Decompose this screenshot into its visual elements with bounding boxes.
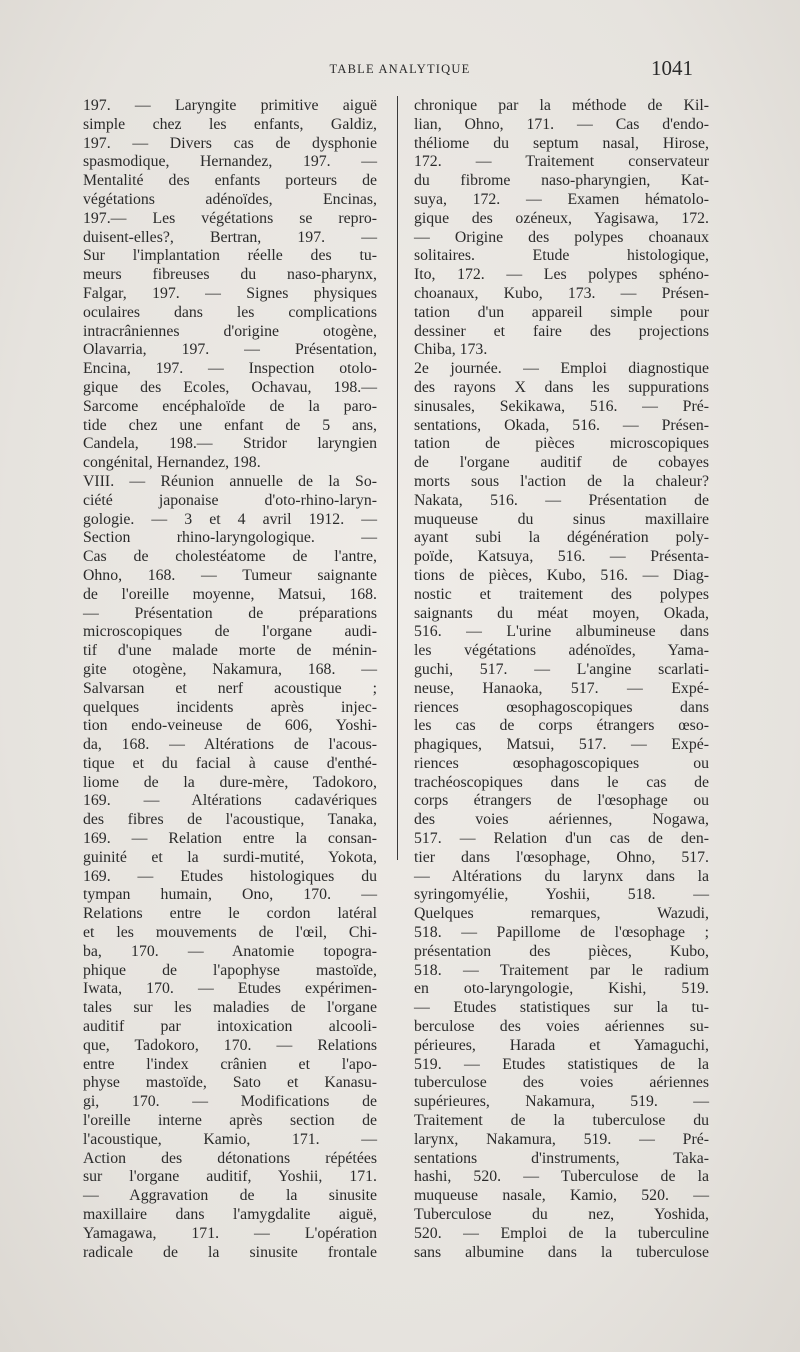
text-line: neuse, Hanaoka, 517. — Expé- (414, 679, 709, 697)
text-line: — Aggravation de la sinusite (83, 1187, 377, 1205)
text-line: du fibrome naso-pharyngien, Kat- (414, 172, 709, 190)
text-line: en oto-laryngologie, Kishi, 519. (414, 980, 709, 998)
text-line: sentations, Okada, 516. — Présen- (414, 416, 709, 434)
text-line: 516. — L'urine albumineuse dans (414, 623, 709, 641)
text-line: Cas de cholestéatome de l'antre, (83, 548, 377, 566)
text-line: nostic et traitement des polypes (414, 585, 709, 603)
text-line: présentation des pièces, Kubo, (414, 942, 709, 960)
text-line: hashi, 520. — Tuberculose de la (414, 1168, 709, 1186)
text-line: maxillaire dans l'amygdalite aiguë, (83, 1206, 377, 1224)
text-line: dessiner et faire des projections (414, 322, 709, 340)
text-line: 519. — Etudes statistiques de la (414, 1055, 709, 1073)
text-line: phagiques, Matsui, 517. — Expé- (414, 736, 709, 754)
text-line: 197. — Laryngite primitive aiguë (83, 97, 377, 114)
text-line: l'acoustique, Kamio, 171. — (83, 1130, 377, 1148)
text-line: 197.— Les végétations se repro- (83, 209, 377, 227)
text-line: muqueuse nasale, Kamio, 520. — (414, 1187, 709, 1205)
text-line: sentations d'instruments, Taka- (414, 1149, 709, 1167)
text-line: de l'organe auditif de cobayes (414, 454, 709, 472)
text-line: guinité et la surdi-mutité, Yokota, (83, 848, 377, 866)
text-line: Iwata, 170. — Etudes expérimen- (83, 980, 377, 998)
text-line: Encina, 197. — Inspection otolo- (83, 360, 377, 378)
text-line: que, Tadokoro, 170. — Relations (83, 1036, 377, 1054)
text-line: périeures, Harada et Yamaguchi, (414, 1036, 709, 1054)
text-line: entre l'index crânien et l'apo- (83, 1055, 377, 1073)
text-line: 169. — Etudes histologiques du (83, 867, 377, 885)
text-line: 520. — Emploi de la tuberculine (414, 1224, 709, 1242)
text-line: sinusales, Sekikawa, 516. — Pré- (414, 397, 709, 415)
text-line: tier dans l'œsophage, Ohno, 517. (414, 848, 709, 866)
text-line: 197. — Divers cas de dysphonie (83, 134, 377, 152)
text-line: suya, 172. — Examen hématolo- (414, 190, 709, 208)
text-line: 169. — Altérations cadavériques (83, 792, 377, 810)
text-line: l'oreille interne après section de (83, 1112, 377, 1130)
text-line: Nakata, 516. — Présentation de (414, 491, 709, 509)
text-line: poïde, Katsuya, 516. — Présenta- (414, 548, 709, 566)
text-line: duisent-elles?, Bertran, 197. — (83, 228, 377, 246)
text-line: les végétations adénoïdes, Yama- (414, 642, 709, 660)
text-line: microscopiques de l'organe audi- (83, 623, 377, 641)
text-line: choanaux, Kubo, 173. — Présen- (414, 284, 709, 302)
text-line: Yamagawa, 171. — L'opération (83, 1224, 377, 1242)
text-line: tions de pièces, Kubo, 516. — Diag- (414, 566, 709, 584)
text-line: Relations entre le cordon latéral (83, 905, 377, 923)
text-line: des rayons X dans les suppurations (414, 378, 709, 396)
text-line: tique et du facial à cause d'enthé- (83, 754, 377, 772)
text-line: Falgar, 197. — Signes physiques (83, 284, 377, 302)
text-line: gi, 170. — Modifications de (83, 1093, 377, 1111)
text-line: liome de la dure-mère, Tadokoro, (83, 773, 377, 791)
text-line: solitaires. Etude histologique, (414, 247, 709, 265)
text-line: congénital, Hernandez, 198. (83, 454, 261, 472)
text-line: Action des détonations répétées (83, 1149, 377, 1167)
text-line: Section rhino-laryngologique. — (83, 529, 377, 547)
text-line: Olavarria, 197. — Présentation, (83, 341, 377, 359)
text-line: intracrâniennes d'origine otogène, (83, 322, 377, 340)
text-line: Chiba, 173. (414, 341, 488, 359)
column-divider (397, 96, 398, 860)
text-line: quelques incidents après injec- (83, 698, 377, 716)
text-line: berculose des voies aériennes su- (414, 1018, 709, 1036)
text-line: morts sous l'action de la chaleur? (414, 472, 709, 490)
text-line: auditif par intoxication alcooli- (83, 1018, 377, 1036)
text-line: des fibres de l'acoustique, Tanaka, (83, 811, 377, 829)
text-line: gique des ozéneux, Yagisawa, 172. (414, 209, 709, 227)
text-line: tation d'un appareil simple pour (414, 303, 709, 321)
text-line: Tuberculose du nez, Yoshida, (414, 1206, 709, 1224)
text-line: et les mouvements de l'œil, Chi- (83, 924, 377, 942)
text-line: sans albumine dans la tuberculose (414, 1243, 709, 1261)
text-line: ciété japonaise d'oto-rhino-laryn- (83, 491, 377, 509)
text-line: lian, Ohno, 171. — Cas d'endo- (414, 115, 709, 133)
text-line: Sur l'implantation réelle des tu- (83, 247, 377, 265)
text-line: tympan humain, Ono, 170. — (83, 886, 377, 904)
text-line: tation de pièces microscopiques (414, 435, 709, 453)
text-line: les cas de corps étrangers œso- (414, 717, 709, 735)
running-header (0, 56, 800, 90)
text-line: simple chez les enfants, Galdiz, (83, 115, 377, 133)
text-line: ba, 170. — Anatomie topogra- (83, 942, 377, 960)
text-line: oculaires dans les complications (83, 303, 377, 321)
text-line: larynx, Nakamura, 519. — Pré- (414, 1130, 709, 1148)
text-line: de l'oreille moyenne, Matsui, 168. (83, 585, 377, 603)
text-line: chronique par la méthode de Kil- (414, 97, 709, 114)
text-line: Traitement de la tuberculose du (414, 1112, 709, 1130)
left-text-column (83, 97, 377, 1262)
text-line: gite otogène, Nakamura, 168. — (83, 660, 377, 678)
page-number: 1041 (651, 56, 693, 80)
text-line: — Origine des polypes choanaux (414, 228, 709, 246)
text-line: tion endo-veineuse de 606, Yoshi- (83, 717, 377, 735)
text-line: muqueuse du sinus maxillaire (414, 510, 709, 528)
text-line: sur l'organe auditif, Yoshii, 171. (83, 1168, 377, 1186)
text-line: Quelques remarques, Wazudi, (414, 905, 709, 923)
text-line: guchi, 517. — L'angine scarlati- (414, 660, 709, 678)
text-line: Candela, 198.— Stridor laryngien (83, 435, 377, 453)
text-line: spasmodique, Hernandez, 197. — (83, 153, 377, 171)
text-line: Sarcome encéphaloïde de la paro- (83, 397, 377, 415)
text-line: Ohno, 168. — Tumeur saignante (83, 566, 377, 584)
text-line: 518. — Papillome de l'œsophage ; (414, 924, 709, 942)
text-line: théliome du septum nasal, Hirose, (414, 134, 709, 152)
text-line: syringomyélie, Yoshii, 518. — (414, 886, 709, 904)
text-line: 518. — Traitement par le radium (414, 961, 709, 979)
text-line: da, 168. — Altérations de l'acous- (83, 736, 377, 754)
text-line: riences œsophagoscopiques ou (414, 754, 709, 772)
right-text-column (414, 97, 709, 1262)
text-line: — Présentation de préparations (83, 604, 377, 622)
text-line: Mentalité des enfants porteurs de (83, 172, 377, 190)
text-line: gique des Ecoles, Ochavau, 198.— (83, 378, 377, 396)
text-line: radicale de la sinusite frontale (83, 1243, 377, 1261)
text-line: 517. — Relation d'un cas de den- (414, 830, 709, 848)
text-line: corps étrangers de l'œsophage ou (414, 792, 709, 810)
text-line: 169. — Relation entre la consan- (83, 830, 377, 848)
text-line: — Altérations du larynx dans la (414, 867, 709, 885)
text-line: végétations adénoïdes, Encinas, (83, 190, 377, 208)
text-line: tide chez une enfant de 5 ans, (83, 416, 377, 434)
text-line: trachéoscopiques dans le cas de (414, 773, 709, 791)
text-line: meurs fibreuses du naso-pharynx, (83, 266, 377, 284)
text-line: supérieures, Nakamura, 519. — (414, 1093, 709, 1111)
text-line: des voies aériennes, Nogawa, (414, 811, 709, 829)
text-line: tales sur les maladies de l'organe (83, 999, 377, 1017)
text-line: VIII. — Réunion annuelle de la So- (83, 472, 377, 490)
text-line: tuberculose des voies aériennes (414, 1074, 709, 1092)
text-line: physe mastoïde, Sato et Kanasu- (83, 1074, 377, 1092)
running-title: TABLE ANALYTIQUE (329, 62, 471, 76)
text-line: ayant subi la dégénération poly- (414, 529, 709, 547)
text-line: Ito, 172. — Les polypes sphéno- (414, 266, 709, 284)
text-line: — Etudes statistiques sur la tu- (414, 999, 709, 1017)
text-line: gologie. — 3 et 4 avril 1912. — (83, 510, 377, 528)
text-line: phique de l'apophyse mastoïde, (83, 961, 377, 979)
text-line: tif d'une malade morte de ménin- (83, 642, 377, 660)
text-line: 172. — Traitement conservateur (414, 153, 709, 171)
text-line: Salvarsan et nerf acoustique ; (83, 679, 377, 697)
text-line: 2e journée. — Emploi diagnostique (414, 360, 709, 378)
text-line: riences œsophagoscopiques dans (414, 698, 709, 716)
text-line: saignants du méat moyen, Okada, (414, 604, 709, 622)
